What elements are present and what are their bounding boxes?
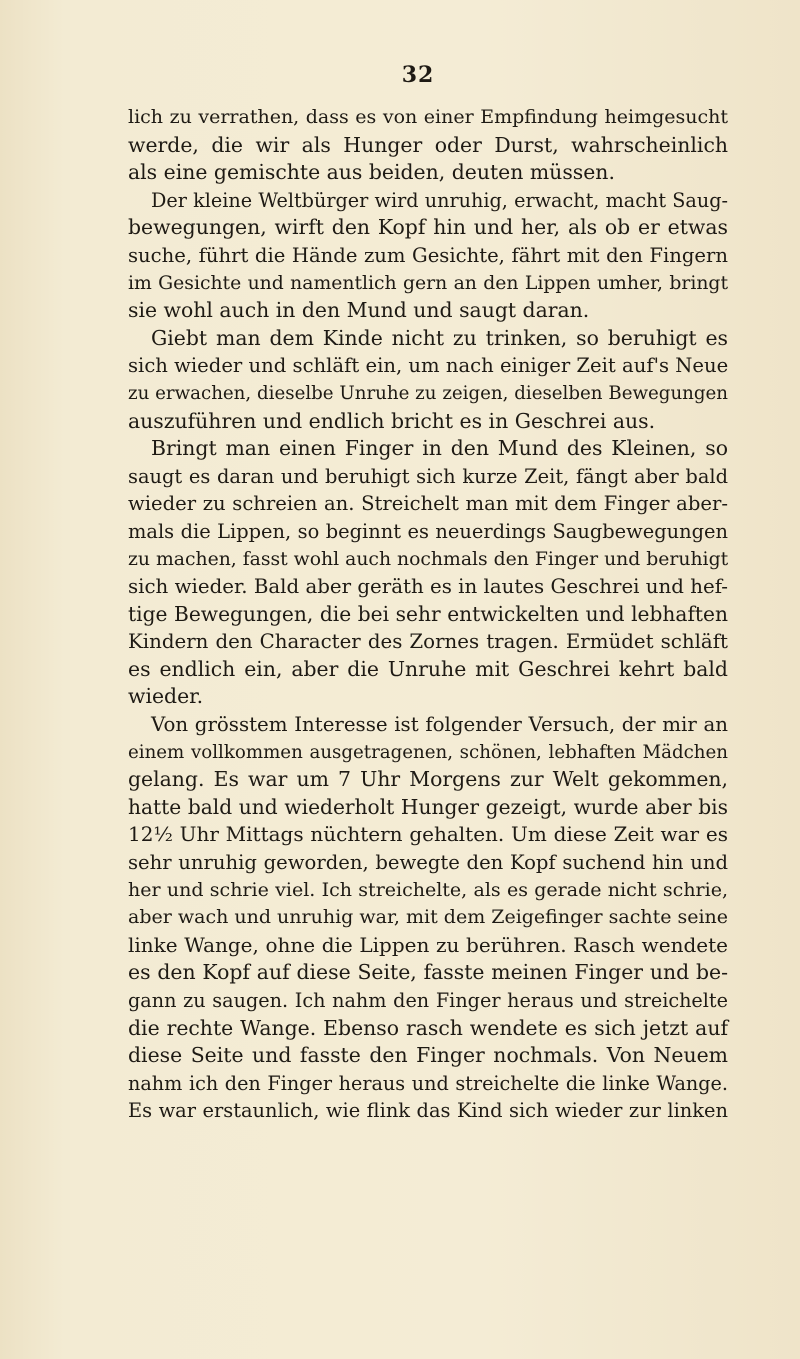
page-number: 32 — [401, 62, 435, 88]
text-line: Bringt man einen Finger in den Mund des Kleinen, so — [151, 436, 728, 461]
text-line: Giebt man dem Kinde nicht zu trinken, so beruhigt es — [151, 325, 728, 350]
text-line: nahm ich den Finger heraus und streichelte die linke Wange. — [128, 1071, 728, 1095]
text-line: werde, die wir als Hunger oder Durst, wahrscheinlich — [128, 132, 728, 157]
text-line: tige Bewegungen, die bei sehr entwickelten und lebhaften — [128, 601, 728, 626]
text-line: sie wohl auch in den Mund und saugt daran. — [128, 298, 590, 323]
text-line: zu erwachen, dieselbe Unruhe zu zeigen, dieselben Bewegungen — [128, 382, 728, 404]
text-line: bewegungen, wirft den Kopf hin und her, als ob er etwas — [128, 215, 728, 240]
text-line: zu machen, fasst wohl auch nochmals den Finger und beruhigt — [128, 548, 729, 570]
text-line: lich zu verrathen, dass es von einer Empfindung heimgesucht — [128, 106, 728, 128]
text-line: aber wach und unruhig war, mit dem Zeigefinger sachte seine — [128, 906, 729, 929]
text-line: im Gesichte und namentlich gern an den Lippen umher, bringt — [128, 272, 728, 294]
text-line: wieder. — [128, 684, 204, 709]
body-text — [128, 104, 728, 1125]
text-line: die rechte Wange. Ebenso rasch wendete es sich jetzt auf — [128, 1015, 728, 1040]
text-line: Der kleine Weltbürger wird unruhig, erwacht, macht Saug- — [151, 188, 728, 212]
text-line: einem vollkommen ausgetragenen, schönen, lebhaften Mädchen — [128, 741, 728, 763]
text-line: Von grösstem Interesse ist folgender Versuch, der mir an — [151, 713, 728, 737]
text-line: hatte bald und wiederholt Hunger gezeigt, wurde aber bis — [128, 794, 728, 819]
text-line: es endlich ein, aber die Unruhe mit Geschrei kehrt bald — [128, 656, 728, 681]
text-line: Kindern den Character des Zornes tragen. Ermüdet schläft — [128, 630, 728, 654]
text-line: wieder zu schreien an. Streichelt man mit dem Finger aber- — [128, 492, 728, 516]
text-line: gann zu saugen. Ich nahm den Finger heraus und streichelte — [128, 989, 728, 1012]
text-line: suche, führt die Hände zum Gesichte, fährt mit den Fingern — [128, 243, 728, 267]
text-line: 12½ Uhr Mittags nüchtern gehalten. Um diese Zeit war es — [128, 822, 728, 847]
text-line: sehr unruhig geworden, bewegte den Kopf suchend hin und — [128, 851, 728, 875]
text-line: gelang. Es war um 7 Uhr Morgens zur Welt gekommen, — [128, 767, 728, 792]
text-line: linke Wange, ohne die Lippen zu berühren. Rasch wendete — [128, 932, 728, 957]
text-line: Es war erstaunlich, wie flink das Kind sich wieder zur linken — [128, 1099, 728, 1123]
text-line: sich wieder und schläft ein, um nach einiger Zeit auf's Neue — [128, 354, 729, 378]
text-line: her und schrie viel. Ich streichelte, als es gerade nicht schrie, — [128, 878, 728, 901]
text-line: mals die Lippen, so beginnt es neuerdings Saugbewegungen — [128, 519, 728, 543]
text-line: diese Seite und fasste den Finger nochmals. Von Neuem — [128, 1043, 728, 1068]
text-line: es den Kopf auf diese Seite, fasste meinen Finger und be- — [128, 960, 728, 985]
text-line: sich wieder. Bald aber geräth es in lautes Geschrei und hef- — [128, 575, 728, 599]
text-line: auszuführen und endlich bricht es in Geschrei aus. — [128, 408, 656, 433]
text-line: saugt es daran und beruhigt sich kurze Zeit, fängt aber bald — [128, 464, 728, 488]
text-line: als eine gemischte aus beiden, deuten müssen. — [128, 160, 615, 185]
